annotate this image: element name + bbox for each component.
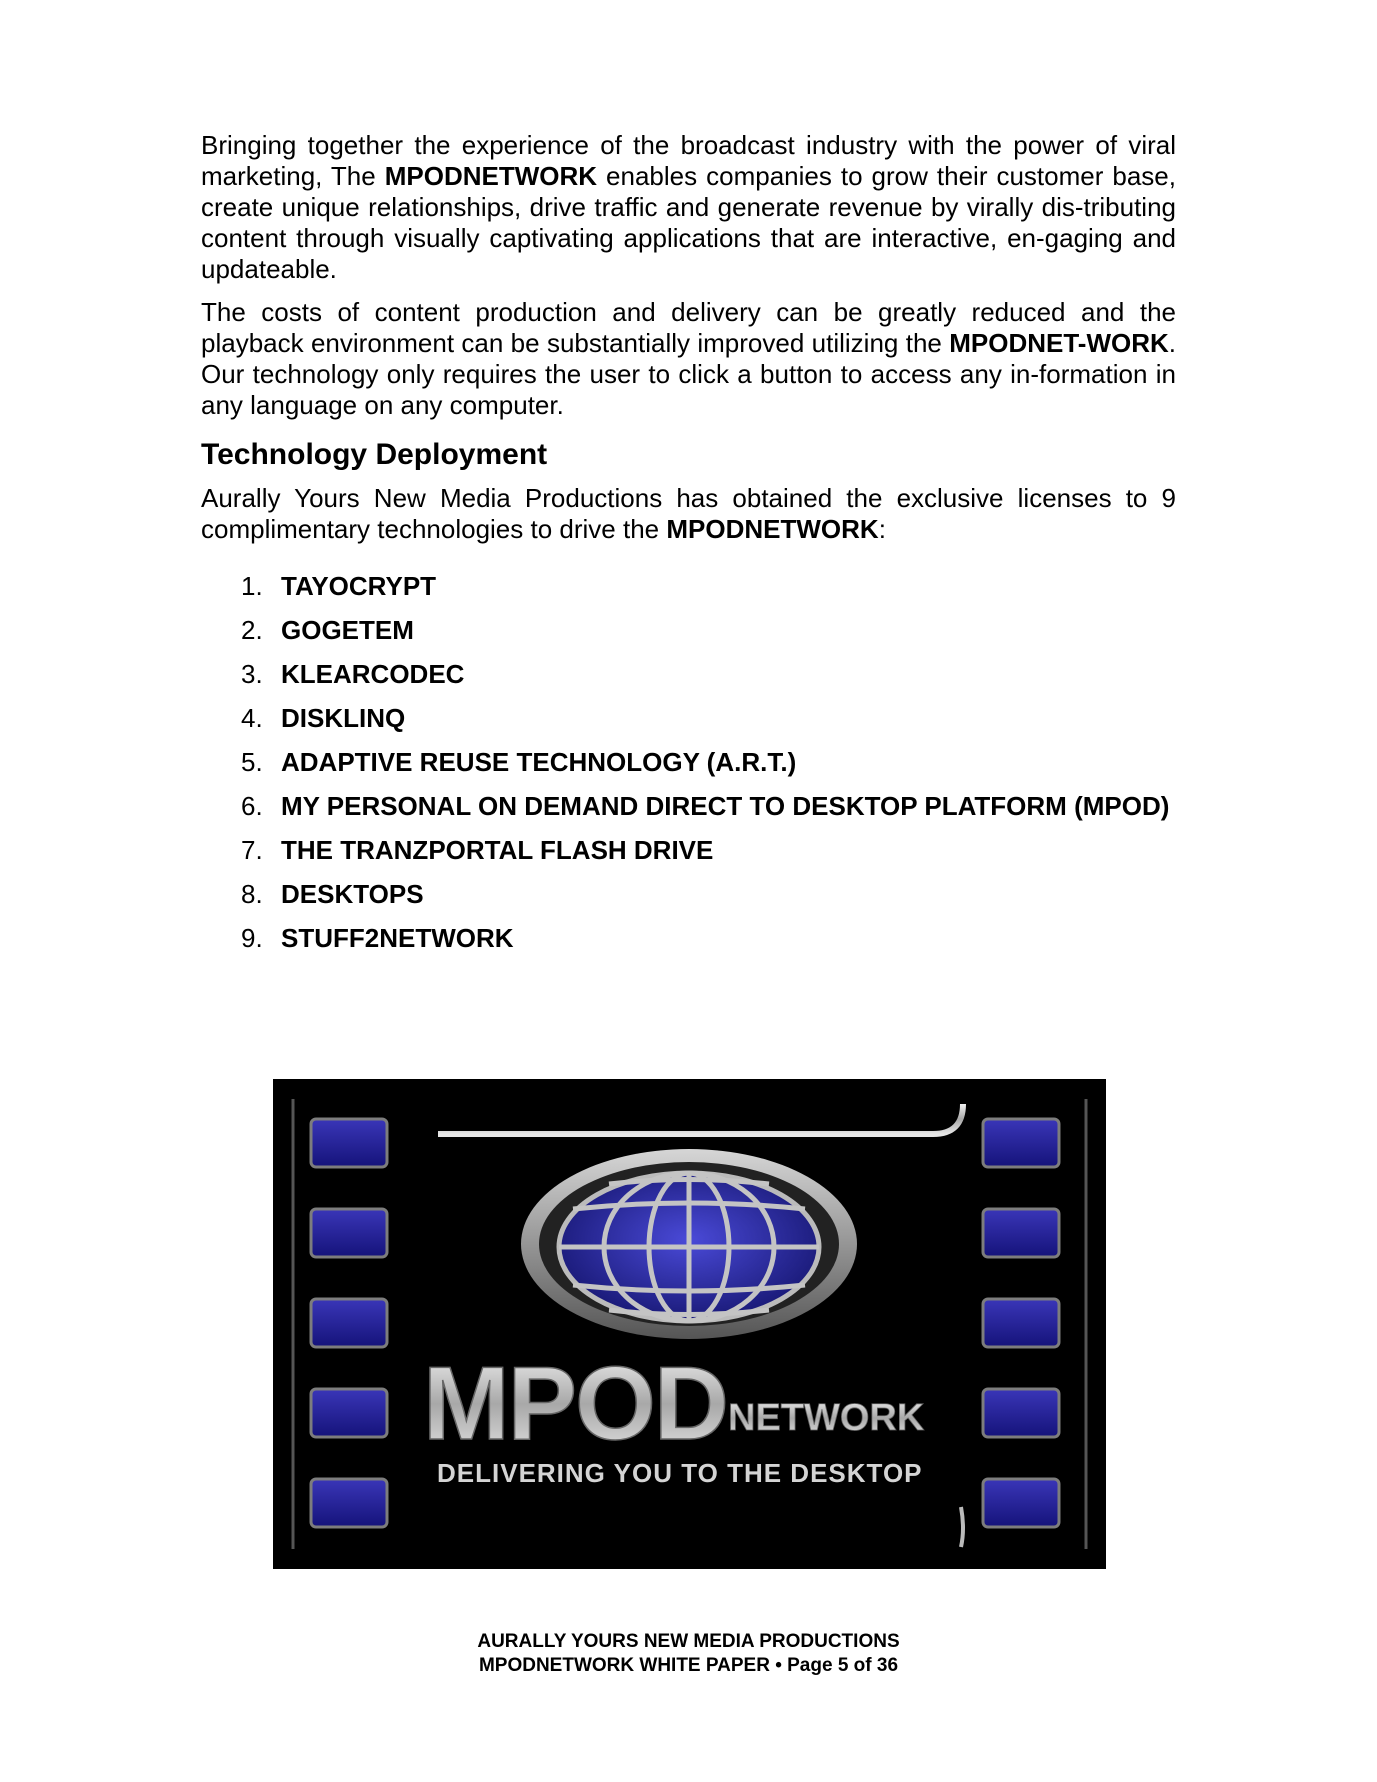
list-label: KLEARCODEC: [281, 659, 465, 689]
text-run: :: [878, 514, 886, 544]
list-number: 9.: [241, 923, 263, 953]
technology-list: [201, 571, 1176, 954]
text-run: Aurally Yours New Media Productions has obtained the exclusive licenses to 9 complimentary technologies to drive the: [201, 483, 1176, 544]
text-run: enables companies to grow their customer base, create unique relationships, drive traffic and generate revenue by virally dis-tributing content through visually captivating applications that are interactive, en-gaging and updateable.: [201, 161, 1176, 284]
list-label: ADAPTIVE REUSE TECHNOLOGY (A.R.T.): [281, 747, 797, 777]
list-number: 6.: [241, 791, 263, 821]
list-number: 3.: [241, 659, 263, 689]
brand-bold: MPODNETWORK: [666, 514, 879, 544]
sprocket-hole: [983, 1119, 1059, 1167]
brand-bold: MPODNET-WORK: [949, 328, 1169, 358]
list-number: 5.: [241, 747, 263, 777]
list-label: STUFF2NETWORK: [281, 923, 514, 953]
footer-page-info: MPODNETWORK WHITE PAPER • Page 5 of 36: [478, 1655, 899, 1676]
list-label: MY PERSONAL ON DEMAND DIRECT TO DESKTOP PLATFORM (MPOD): [281, 791, 1170, 821]
logo-graphic: [273, 1079, 1106, 1569]
list-label: GOGETEM: [281, 615, 414, 645]
text-run: Bringing together the experience of the broadcast industry with the power of viral marketing, The: [201, 130, 1176, 191]
list-item: [201, 923, 1176, 954]
sprocket-hole: [983, 1209, 1059, 1257]
list-number: 7.: [241, 835, 263, 865]
list-label: TAYOCRYPT: [281, 571, 437, 601]
list-label: DESKTOPS: [281, 879, 424, 909]
logo-brand-suffix: NETWORK: [728, 1397, 925, 1439]
text-run: The costs of content production and delivery can be greatly reduced and the playback environment can be substantially improved utilizing the: [201, 297, 1176, 358]
list-item: [201, 747, 1176, 778]
sprocket-hole: [983, 1479, 1059, 1527]
film-bottom-accent: [961, 1507, 963, 1547]
list-item: [201, 879, 1176, 910]
licenses-paragraph: [201, 483, 1176, 545]
logo-tagline: DELIVERING YOU TO THE DESKTOP: [437, 1458, 923, 1488]
list-number: 8.: [241, 879, 263, 909]
list-number: 2.: [241, 615, 263, 645]
list-label: THE TRANZPORTAL FLASH DRIVE: [281, 835, 714, 865]
mpod-network-logo: [273, 1079, 1106, 1569]
list-number: 4.: [241, 703, 263, 733]
sprocket-hole: [311, 1389, 387, 1437]
sprocket-hole: [983, 1299, 1059, 1347]
sprocket-hole: [311, 1119, 387, 1167]
brand-bold: MPODNETWORK: [384, 161, 598, 191]
sprocket-hole: [311, 1479, 387, 1527]
globe-icon: [521, 1149, 857, 1339]
list-item: [201, 659, 1176, 690]
list-item: [201, 703, 1176, 734]
page-content: [201, 130, 1176, 967]
text-run: . Our technology only requires the user to click a button to access any in-formation in any language on any computer.: [201, 328, 1176, 420]
list-item: [201, 835, 1176, 866]
section-heading: Technology Deployment: [201, 438, 548, 471]
sprocket-hole: [983, 1389, 1059, 1437]
intro-paragraph: [201, 130, 1176, 285]
page-footer: [0, 1630, 1377, 1678]
costs-paragraph: [201, 297, 1176, 421]
list-item: [201, 791, 1176, 822]
list-label: DISKLINQ: [281, 703, 406, 733]
sprocket-hole: [311, 1209, 387, 1257]
list-number: 1.: [241, 571, 263, 601]
list-item: [201, 615, 1176, 646]
logo-brand-main: MPOD: [423, 1346, 727, 1462]
footer-company: AURALLY YOURS NEW MEDIA PRODUCTIONS: [477, 1631, 900, 1652]
sprocket-hole: [311, 1299, 387, 1347]
list-item: [201, 571, 1176, 602]
